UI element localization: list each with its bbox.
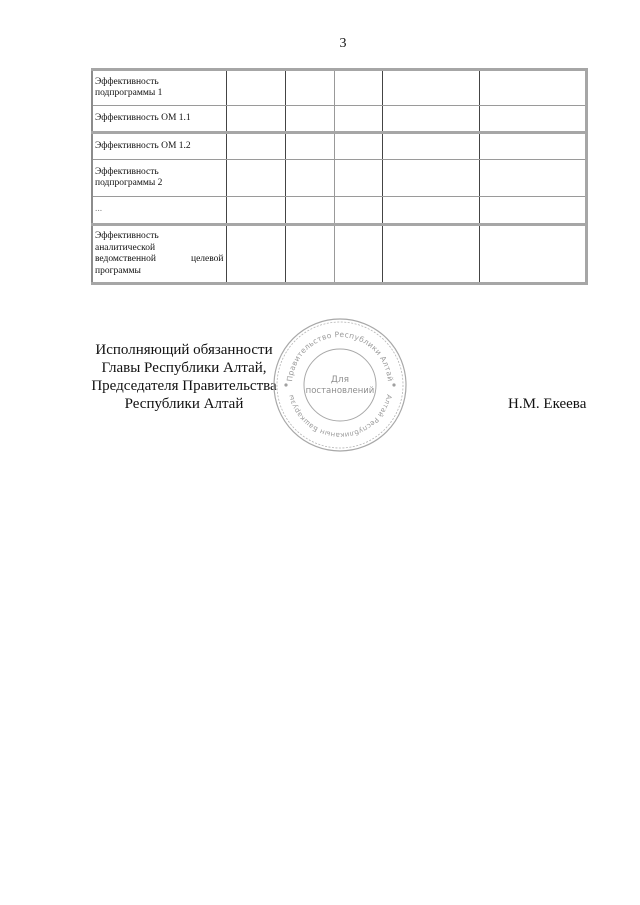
table-row (92, 70, 586, 106)
row-label: Эффективность подпрограммы 1 (92, 70, 226, 106)
table-row (92, 197, 586, 225)
table-cell (285, 133, 334, 160)
table-cell (479, 70, 586, 106)
signatory-name: Н.М. Екеева (508, 396, 587, 412)
svg-text:Правительство Республики Алтай: Правительство Республики Алтай (285, 329, 395, 383)
table-cell (382, 70, 479, 106)
table-cell (285, 225, 334, 284)
table-cell (334, 160, 382, 197)
table-cell (382, 160, 479, 197)
table-cell (479, 133, 586, 160)
row-label: ... (92, 197, 226, 225)
table-cell (226, 133, 285, 160)
row-label: Эффективность аналитической ведомственной целевой программы (92, 225, 226, 284)
table-row (92, 225, 586, 284)
efficiency-table (91, 68, 588, 285)
table-cell (285, 160, 334, 197)
table-cell (226, 197, 285, 225)
table-row (92, 160, 586, 197)
svg-text:Для: Для (330, 375, 350, 385)
table-cell (285, 197, 334, 225)
signatory-position: Исполняющий обязанности Главы Республики Алтай, Председателя Правительства Республики Алтай (91, 342, 277, 412)
table-cell (479, 160, 586, 197)
table-cell (334, 225, 382, 284)
table-cell (334, 197, 382, 225)
row-label: Эффективность подпрограммы 2 (92, 160, 226, 197)
table-cell (226, 70, 285, 106)
page-number: 3 (339, 36, 347, 51)
table-cell (334, 70, 382, 106)
table-cell (382, 197, 479, 225)
table-cell (382, 225, 479, 284)
table-cell (285, 106, 334, 133)
table-cell (226, 160, 285, 197)
table-cell (334, 106, 382, 133)
stamp-seal-icon (270, 315, 410, 455)
table-cell (382, 133, 479, 160)
table-cell (479, 225, 586, 284)
table-cell (285, 70, 334, 106)
official-stamp (270, 315, 410, 455)
table-row (92, 106, 586, 133)
table-cell (479, 197, 586, 225)
row-label: Эффективность ОМ 1.2 (92, 133, 226, 160)
row-label: Эффективность ОМ 1.1 (92, 106, 226, 133)
svg-text:постановлений: постановлений (305, 386, 375, 396)
table-cell (226, 225, 285, 284)
table-cell (226, 106, 285, 133)
table-row (92, 133, 586, 160)
svg-text:Алтай Республиканын Башкарузы: Алтай Республиканын Башкарузы (286, 393, 394, 440)
table-cell (479, 106, 586, 133)
table-cell (334, 133, 382, 160)
table-cell (382, 106, 479, 133)
